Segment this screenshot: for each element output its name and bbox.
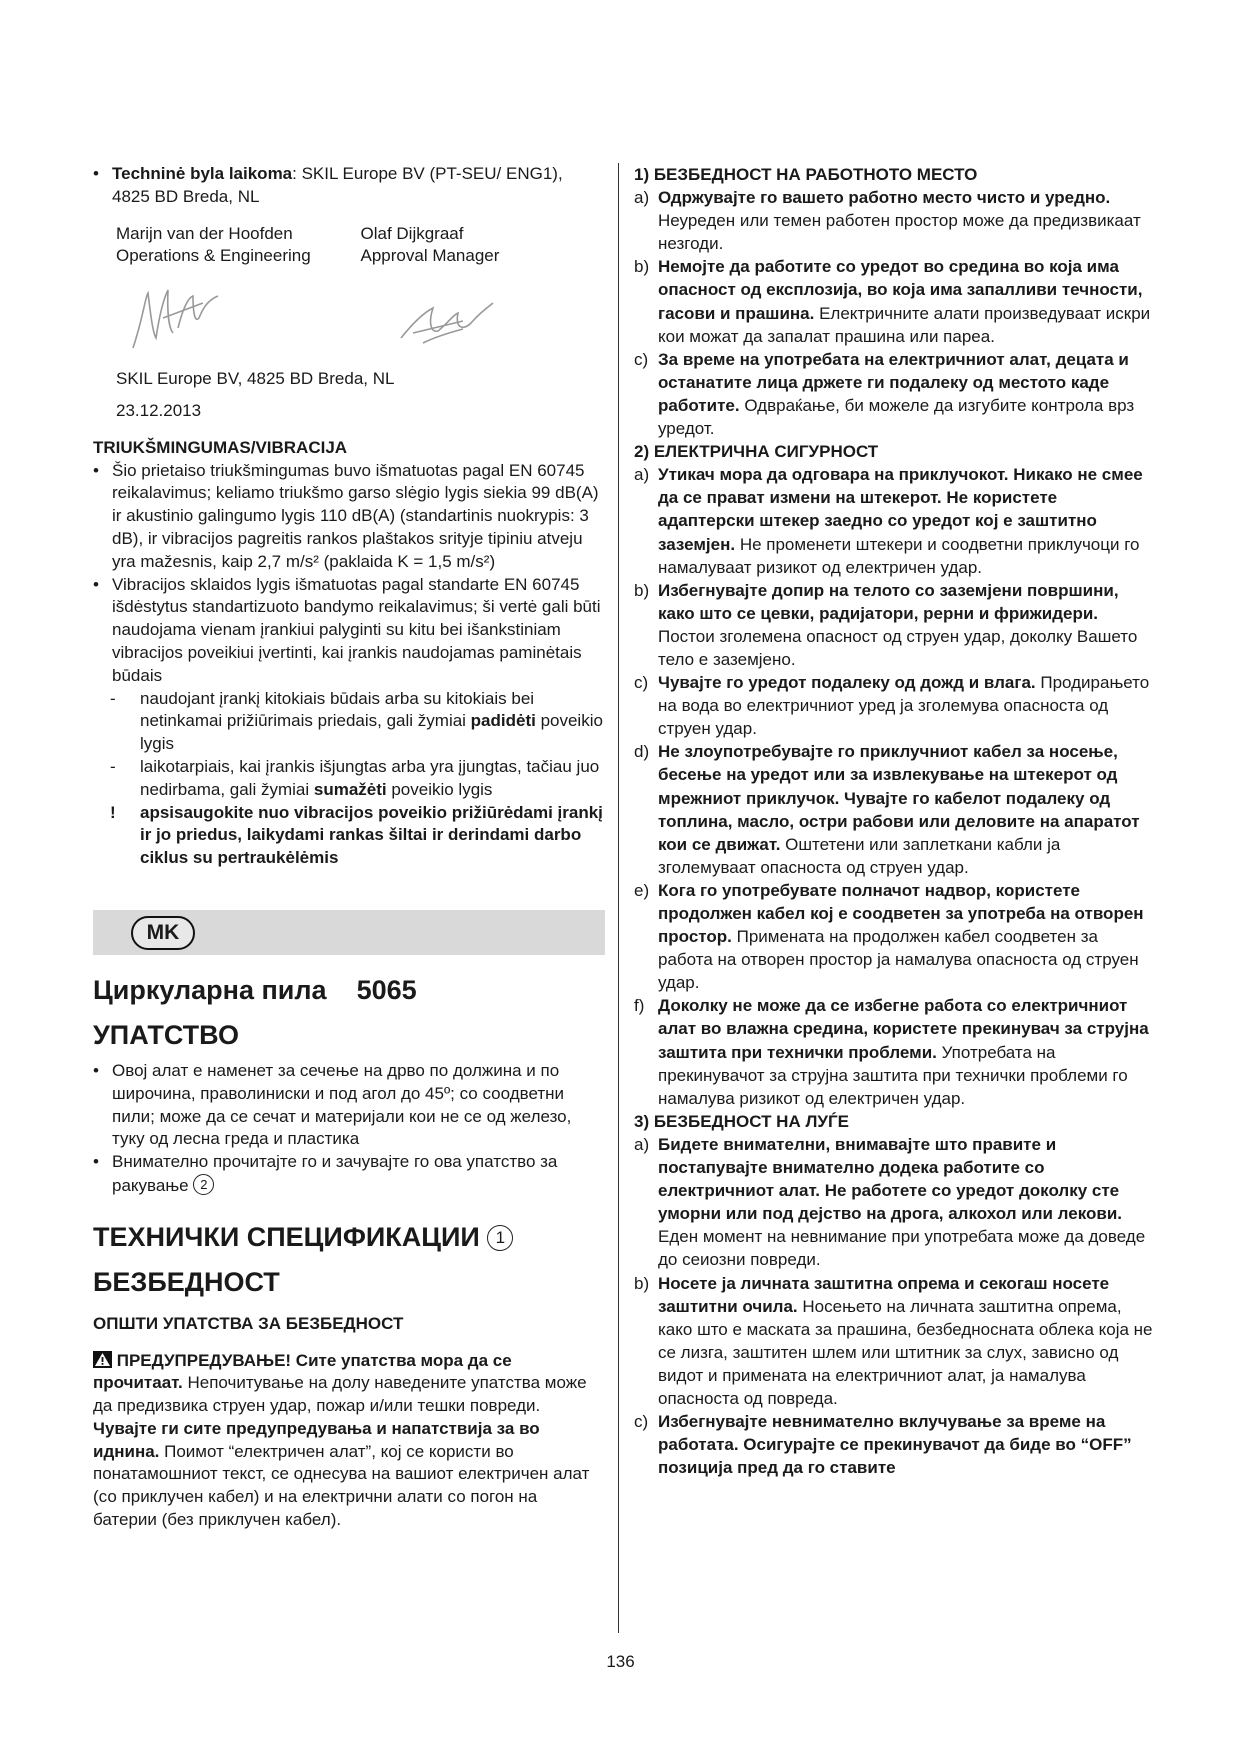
- left-column: [93, 163, 605, 1532]
- general-warning: ПРЕДУПРЕДУВАЊЕ! Сите упатства мора да се прочитаат. Непочитување на долу наведените упатства може да предизвика струен удар, пожар и/или тешки повреди. Чувајте ги сите предупредувања и напатствија за во иднина. Поимот “електричен алат”, кој се користи во понатамошниот текст, се однесува на вашиот електричен алат (со приклучен кабел) и на електрични алати со погон на батерии (без приклучен кабел).: [93, 1350, 590, 1530]
- noise-bullet-2: • Vibracijos sklaidos lygis išmatuotas pagal standarte EN 60745 išdėstytus standartizuoto bandymo reikalavimus; ši vertė gali būti naudojama vienam įrankiui palyginti su kitu bei išankstiniam vibracijos poveikiui įvertinti, kai įrankis naudojamas paminėtais būdais: [93, 574, 605, 688]
- company-address: SKIL Europe BV, 4825 BD Breda, NL: [116, 369, 395, 389]
- language-badge: MK: [131, 916, 195, 950]
- tech-file-bullet: • Techninė byla laikoma: SKIL Europe BV (PT-SEU/ ENG1), 4825 BD Breda, NL: [93, 163, 605, 209]
- signatory-1-role: Operations & Engineering: [116, 246, 311, 266]
- work-area-item-c: c) За време на употребата на електричниот алат, децата и останатите лица држете ги подалеку од местото каде работите. Одвраќање, би можеле да изгубите контрола врз уредот.: [634, 349, 1135, 439]
- electrical-item-e: e) Кога го употребувате полначот надвор, користете продолжен кабел кој е соодветен за употреба на отворен простор. Примената на продолжен кабел соодветен за работа на отворен простор ја намалува опасноста од струен удар.: [634, 880, 1144, 993]
- electrical-heading: 2) ЕЛЕКТРИЧНА СИГУРНОСТ: [634, 442, 879, 462]
- manual-title: УПАТСТВО: [93, 1019, 239, 1050]
- vibration-warning: ! apsisaugokite nuo vibracijos poveikio prižiūrėdami įrankį ir jo priedus, laikydami rankas šiltai ir derindami darbo ciklus su pertraukėlėmis: [110, 802, 603, 868]
- signature-1-icon: [123, 278, 233, 358]
- signature-2-icon: [393, 293, 503, 353]
- dash-item-2: - laikotarpiais, kai įrankis išjungtas arba yra įjungtas, tačiau juo nedirbama, gali žymiai sumažėti poveikio lygis: [110, 756, 600, 799]
- work-area-heading: 1) БЕЗБЕДНОСТ НА РАБОТНОТО МЕСТО: [634, 165, 978, 184]
- electrical-item-a: a) Утикач мора да одговара на приклучокот. Никако не смее да се прават измени на штекерот. Не користете адаптерски штекер заедно со уредот кој е заштитно заземјен. Не променети штекери и соодветни приклучоци го намалуваат ризикот од електричен удар.: [634, 465, 1143, 577]
- intro-bullet-1: • Овој алат е наменет за сечење на дрво по должина и по широчина, праволиниски и под агол до 45º; со соодветни пили; може да се сечат и материјали кои не се од железо, туку од лесна греда и пластика: [93, 1060, 605, 1151]
- product-title: Циркуларна пила 5065: [93, 974, 417, 1005]
- specs-heading: ТЕХНИЧКИ СПЕЦИФИКАЦИИ 1: [93, 1220, 605, 1254]
- right-column: [634, 163, 1154, 1479]
- column-divider: [618, 163, 619, 1633]
- figure-ref-1: 1: [487, 1225, 513, 1251]
- electrical-item-c: c) Чувајте го уредот подалеку од дожд и влага. Продирањето на вода во електричниот уред ја зголемува опасноста од струен удар.: [634, 673, 1150, 739]
- page-number: 136: [606, 1652, 635, 1671]
- electrical-item-f: f) Доколку не може да се избегне работа со електричниот алат во влажна средина, користете прекинувач за струјна заштита при технички проблеми. Употребата на прекинувачот за струјна заштита при технички проблеми го намалува ризикот од електричен удар.: [634, 996, 1149, 1108]
- general-safety-heading: ОПШТИ УПАТСТВА ЗА БЕЗБЕДНОСТ: [93, 1313, 404, 1333]
- work-area-item-a: a) Одржувајте го вашето работно место чисто и уредно. Неуреден или темен работен простор може да предизвикаат незгоди.: [634, 188, 1141, 254]
- signatories: [116, 223, 605, 269]
- noise-bullet-1: • Šio prietaiso triukšmingumas buvo išmatuotas pagal EN 60745 reikalavimus; keliamo triukšmo garso slėgio lygis siekia 99 dB(A) ir akustinio galingumo lygis 110 dB(A) (standartinis nuokrypis: 3 dB), ir vibracijos pagreitis rankos plaštakos srityje tipiniu atveju yra mažesnis, kaip 2,7 m/s² (paklaida K = 1,5 m/s²): [93, 460, 605, 574]
- language-bar: [93, 910, 605, 955]
- personal-item-b: b) Носете ја личната заштитна опрема и секогаш носете заштитни очила. Носењето на личната заштитна опрема, како што е маската за прашина, безбедносната облека која не се лизга, заштитен шлем или штитник за слух, зависно од видот и примената на електричниот алат, ја намалува опасноста од повреда.: [634, 1273, 1153, 1408]
- dash-item-1: - naudojant įrankį kitokiais būdais arba su kitokiais bei netinkamai prižiūrimais priedais, gali žymiai padidėti poveikio lygis: [110, 688, 603, 754]
- electrical-item-d: d) Не злоупотребувајте го приклучниот кабел за носење, бесење на уредот или за извлекување на штекерот од мрежниот приклучок. Чувајте го кабелот подалеку од топлина, масло, остри рабови или деловите на апаратот кои се движат. Оштетени или заплеткани кабли ја зголемуваат опасноста од струен удар.: [634, 742, 1140, 877]
- figure-ref-2: 2: [193, 1174, 214, 1195]
- warning-triangle-icon: [93, 1351, 112, 1368]
- electrical-item-b: b) Избегнувајте допир на телото со заземјени површини, како што се цевки, радијатори, рерни и фрижидери. Постои зголемена опасност од струен удар, доколку Вашето тело е заземјено.: [634, 580, 1138, 669]
- noise-heading: TRIUKŠMINGUMAS/VIBRACIJA: [93, 437, 348, 457]
- signatures: [93, 268, 605, 368]
- personal-item-a: a) Бидете внимателни, внимавајте што правите и постапувајте внимателно додека работите со електричниот алат. Не работете со уредот доколку сте уморни или под дејство на дрога, алкохол или лекови. Еден момент на невнимание при употребата може да доведе до сеиозни повреди.: [634, 1134, 1146, 1270]
- signatory-2-role: Approval Manager: [360, 246, 500, 266]
- date: 23.12.2013: [116, 400, 202, 420]
- personal-item-c: c) Избегнувајте невнимателно вклучување за време на работата. Осигурајте се прекинувачот да биде во “OFF” позиција пред да го ставите: [634, 1412, 1132, 1478]
- signatory-2-name: Olaf Dijkgraaf: [360, 223, 464, 243]
- work-area-item-b: b) Немојте да работите со уредот во средина во која има опасност од експлозија, во која има запалливи течности, гасови и прашина. Електричните алати произведуваат искри кои можат да запалат прашина или пареа.: [634, 257, 1151, 346]
- safety-heading: БЕЗБЕДНОСТ: [93, 1266, 280, 1297]
- personal-heading: 3) БЕЗБЕДНОСТ НА ЛУЃЕ: [634, 1111, 849, 1131]
- signatory-1-name: Marijn van der Hoofden: [116, 223, 293, 243]
- intro-bullet-2: • Внимателно прочитајте го и зачувајте го ова упатство за ракување 2: [93, 1151, 605, 1198]
